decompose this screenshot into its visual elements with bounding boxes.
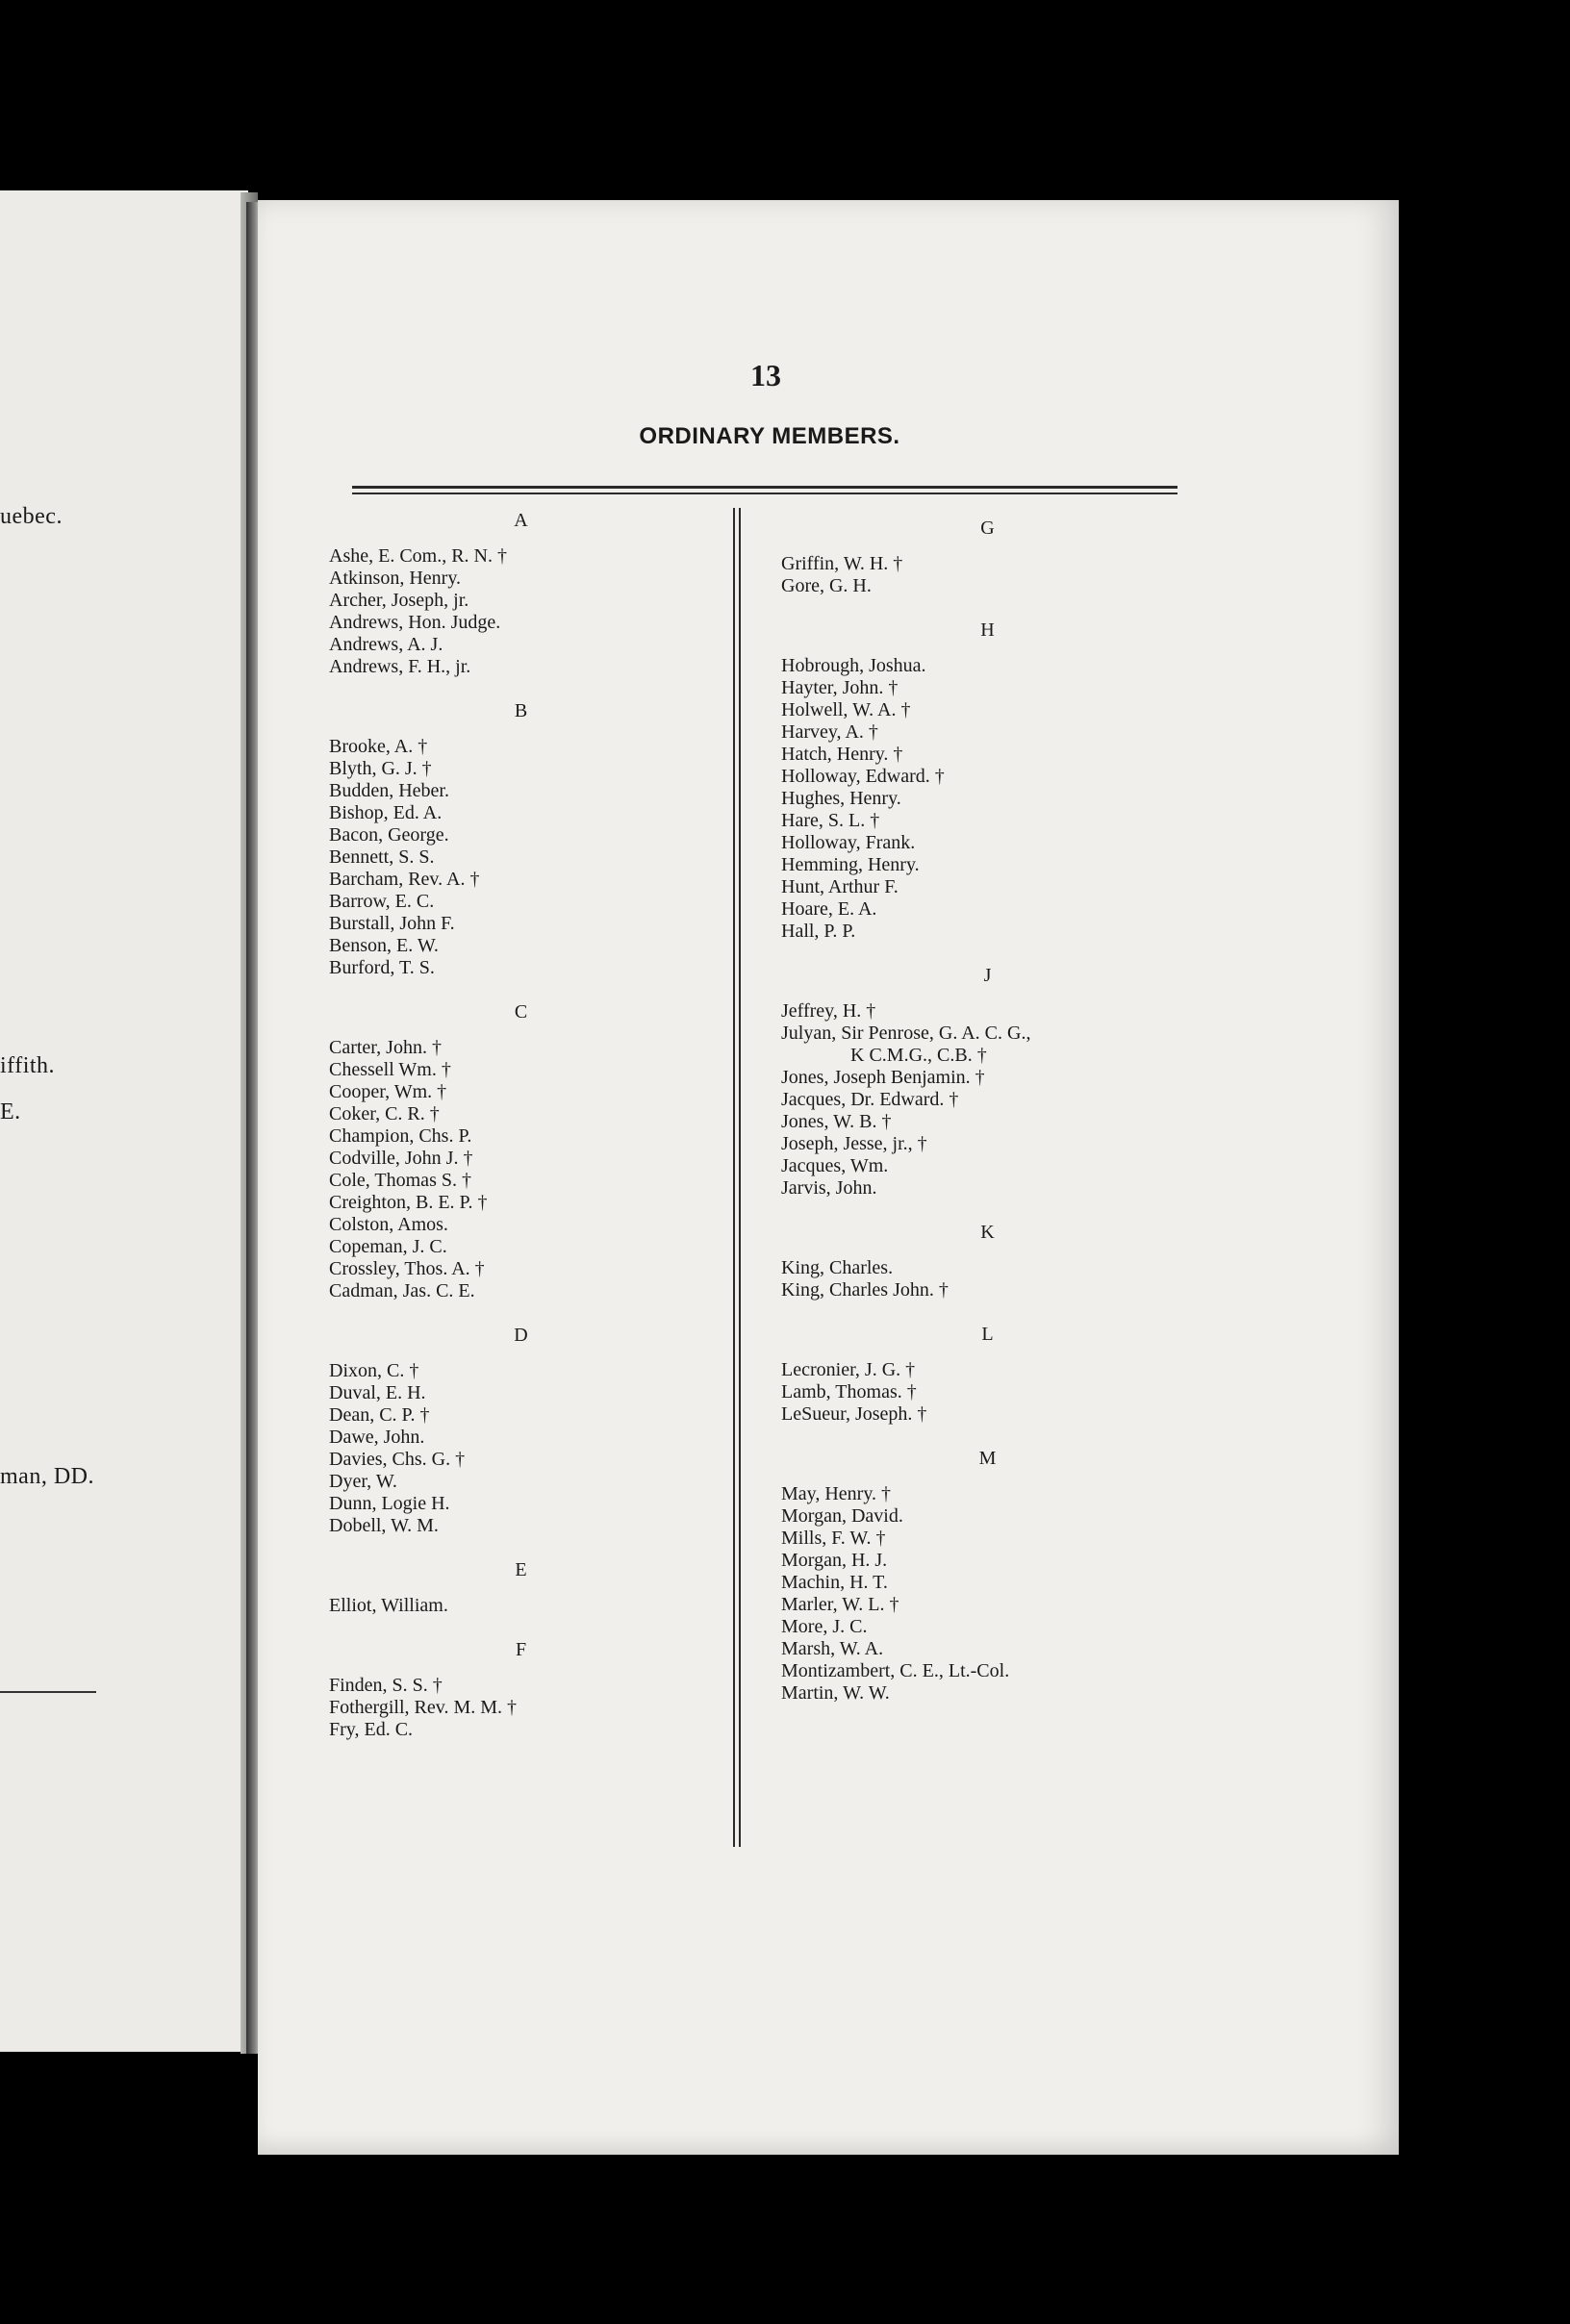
member-name: Chessell Wm. † xyxy=(329,1059,451,1080)
member-name: Ashe, E. Com., R. N. † xyxy=(329,545,507,567)
member-name: Dyer, W. xyxy=(329,1471,397,1492)
section-h xyxy=(781,619,1195,943)
member-name: Blyth, G. J. † xyxy=(329,758,432,779)
member-name: Hayter, John. † xyxy=(781,677,899,698)
member-name: Barrow, E. C. xyxy=(329,891,435,912)
member-name: Fry, Ed. C. xyxy=(329,1719,414,1740)
member-name: Duval, E. H. xyxy=(329,1382,426,1403)
member-name: Hare, S. L. † xyxy=(781,810,880,831)
left-page-fragment: man, DD. xyxy=(0,1464,94,1489)
member-name: Joseph, Jesse, jr., † xyxy=(781,1133,927,1154)
member-name: Holloway, Edward. † xyxy=(781,766,945,787)
member-name: Carter, John. † xyxy=(329,1037,442,1058)
member-name: Brooke, A. † xyxy=(329,736,428,757)
member-name: Elliot, William. xyxy=(329,1595,448,1616)
section-letter: A xyxy=(514,510,529,531)
member-name: Jacques, Dr. Edward. † xyxy=(781,1089,959,1110)
members-column-left xyxy=(329,510,714,1741)
member-name: Dixon, C. † xyxy=(329,1360,419,1381)
section-c xyxy=(329,1001,714,1302)
member-name: Hatch, Henry. † xyxy=(781,744,903,765)
section-letter: J xyxy=(983,965,993,986)
member-name: Hall, P. P. xyxy=(781,921,856,942)
member-name: Burstall, John F. xyxy=(329,913,455,934)
members-column-right xyxy=(781,518,1195,1705)
member-name: Hughes, Henry. xyxy=(781,788,901,809)
member-name: Bacon, George. xyxy=(329,824,449,846)
section-b xyxy=(329,700,714,979)
section-f xyxy=(329,1639,714,1741)
member-name: LeSueur, Joseph. † xyxy=(781,1403,927,1425)
member-name: Lamb, Thomas. † xyxy=(781,1381,917,1402)
member-name: Cooper, Wm. † xyxy=(329,1081,447,1102)
section-letter: H xyxy=(980,619,996,641)
member-name: Barcham, Rev. A. † xyxy=(329,869,480,890)
page-title: ORDINARY MEMBERS. xyxy=(639,423,900,449)
member-name: Montizambert, C. E., Lt.-Col. xyxy=(781,1660,1010,1681)
member-name: King, Charles. xyxy=(781,1257,894,1278)
member-name: Copeman, J. C. xyxy=(329,1236,447,1257)
member-name: Crossley, Thos. A. † xyxy=(329,1258,485,1279)
member-name: Creighton, B. E. P. † xyxy=(329,1192,488,1213)
member-name: Machin, H. T. xyxy=(781,1572,888,1593)
member-name: Dunn, Logie H. xyxy=(329,1493,450,1514)
member-name: Martin, W. W. xyxy=(781,1682,890,1704)
member-name: Andrews, A. J. xyxy=(329,634,443,655)
section-e xyxy=(329,1559,714,1617)
member-name: K C.M.G., C.B. † xyxy=(850,1045,987,1066)
section-k xyxy=(781,1222,1195,1301)
section-d xyxy=(329,1325,714,1537)
member-name: Gore, G. H. xyxy=(781,575,872,596)
member-name: Harvey, A. † xyxy=(781,721,878,743)
member-name: Davies, Chs. G. † xyxy=(329,1449,466,1470)
member-name: Holwell, W. A. † xyxy=(781,699,911,720)
member-name: Jeffrey, H. † xyxy=(781,1000,876,1022)
member-name: Dobell, W. M. xyxy=(329,1515,439,1536)
member-name: Lecronier, J. G. † xyxy=(781,1359,916,1380)
member-name: Mills, F. W. † xyxy=(781,1528,886,1549)
member-name: More, J. C. xyxy=(781,1616,868,1637)
member-name: Atkinson, Henry. xyxy=(329,568,462,589)
member-name: Dean, C. P. † xyxy=(329,1404,430,1426)
member-name: Benson, E. W. xyxy=(329,935,439,956)
member-name: Jones, W. B. † xyxy=(781,1111,892,1132)
section-a xyxy=(329,510,714,678)
left-page-fragment: uebec. xyxy=(0,504,63,529)
member-name: Morgan, H. J. xyxy=(781,1550,888,1571)
section-letter: B xyxy=(514,700,529,721)
section-letter: E xyxy=(515,1559,528,1580)
header-rule xyxy=(352,493,1178,494)
section-m xyxy=(781,1448,1195,1705)
left-page xyxy=(0,190,248,2052)
member-name: Champion, Chs. P. xyxy=(329,1125,472,1147)
member-name: Holloway, Frank. xyxy=(781,832,916,853)
section-letter: C xyxy=(514,1001,529,1023)
member-name: Cadman, Jas. C. E. xyxy=(329,1280,475,1301)
member-name: Andrews, F. H., jr. xyxy=(329,656,471,677)
member-name: Finden, S. S. † xyxy=(329,1675,443,1696)
member-name: Hunt, Arthur F. xyxy=(781,876,899,897)
member-name: Marler, W. L. † xyxy=(781,1594,899,1615)
member-name: Bennett, S. S. xyxy=(329,846,435,868)
member-name: Dawe, John. xyxy=(329,1427,425,1448)
section-g xyxy=(781,518,1195,597)
member-name: Bishop, Ed. A. xyxy=(329,802,443,823)
member-name: Cole, Thomas S. † xyxy=(329,1170,471,1191)
member-name: Hobrough, Joshua. xyxy=(781,655,926,676)
left-page-rule xyxy=(0,1691,96,1693)
header-rule xyxy=(352,486,1178,489)
member-name: Jarvis, John. xyxy=(781,1177,877,1199)
member-name: Jones, Joseph Benjamin. † xyxy=(781,1067,985,1088)
section-letter: K xyxy=(980,1222,996,1243)
member-name: Marsh, W. A. xyxy=(781,1638,884,1659)
member-name: Budden, Heber. xyxy=(329,780,449,801)
member-name: Morgan, David. xyxy=(781,1505,903,1527)
column-divider xyxy=(733,508,741,1847)
member-name: Julyan, Sir Penrose, G. A. C. G., xyxy=(781,1023,1031,1044)
member-name: Burford, T. S. xyxy=(329,957,435,978)
member-name: Fothergill, Rev. M. M. † xyxy=(329,1697,518,1718)
left-page-fragment: iffith. xyxy=(0,1053,56,1078)
section-letter: G xyxy=(980,518,996,539)
member-name: Archer, Joseph, jr. xyxy=(329,590,469,611)
member-name: King, Charles John. † xyxy=(781,1279,949,1301)
member-name: Griffin, W. H. † xyxy=(781,553,903,574)
member-name: Colston, Amos. xyxy=(329,1214,448,1235)
section-j xyxy=(781,965,1195,1200)
section-letter: M xyxy=(978,1448,998,1469)
left-page-fragment: E. xyxy=(0,1099,21,1124)
member-name: Jacques, Wm. xyxy=(781,1155,889,1176)
member-name: Codville, John J. † xyxy=(329,1148,473,1169)
member-name: Hoare, E. A. xyxy=(781,898,877,920)
page-number: 13 xyxy=(750,358,781,392)
section-letter: D xyxy=(514,1325,529,1346)
member-name: Andrews, Hon. Judge. xyxy=(329,612,501,633)
section-l xyxy=(781,1324,1195,1426)
section-letter: L xyxy=(981,1324,995,1345)
member-name: Hemming, Henry. xyxy=(781,854,920,875)
section-letter: F xyxy=(515,1639,528,1660)
member-name: Coker, C. R. † xyxy=(329,1103,440,1124)
member-name: May, Henry. † xyxy=(781,1483,892,1504)
